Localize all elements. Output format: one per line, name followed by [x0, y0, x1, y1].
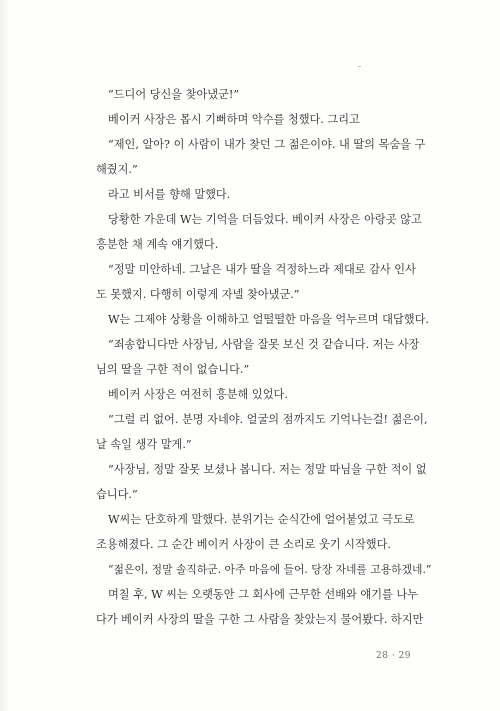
text-line: 라고 비서를 향해 말했다. — [108, 188, 231, 201]
text-line: 베이커 사장은 여전히 흥분해 있었다. — [108, 388, 288, 401]
text-line: W는 그제야 상황을 이해하고 얼떨떨한 마음을 억누르며 대답했다. — [108, 313, 429, 326]
text-line: 날 속일 생각 말게.” — [96, 438, 192, 451]
text-line: “사장님, 정말 잘못 보셨나 봅니다. 저는 정말 따님을 구한 적이 없 — [108, 463, 427, 476]
text-line: 당황한 가운데 W는 기억을 더듬었다. 베이커 사장은 아랑곳 않고 — [108, 213, 422, 226]
text-line: “젊은이, 정말 솔직하군. 아주 마음에 들어. 당장 자네를 고용하겠네.” — [108, 563, 432, 576]
text-line: W씨는 단호하게 말했다. 분위기는 순식간에 얼어붙었고 극도로 — [108, 513, 415, 526]
text-line: “그럴 리 없어. 분명 자네야. 얼굴의 점까지도 기억나는걸! 젊은이, — [108, 413, 428, 426]
text-line: 습니다.” — [96, 488, 138, 501]
text-line: “제인, 알아? 이 사람이 내가 찾던 그 젊은이야. 내 딸의 목숨을 구 — [108, 138, 426, 151]
text-line: 조용해졌다. 그 순간 베이커 사장이 큰 소리로 웃기 시작했다. — [96, 538, 391, 551]
text-line: 해줬지.” — [96, 163, 138, 176]
text-line: 베이커 사장은 몹시 기뻐하며 악수를 청했다. 그리고 — [108, 113, 360, 126]
text-line: “정말 미안하네. 그날은 내가 딸을 걱정하느라 제대로 감사 인사 — [108, 263, 416, 276]
binding-shadow — [0, 0, 10, 711]
text-line: 며칠 후, W 씨는 오랫동안 그 회사에 근무한 선배와 얘기를 나누 — [108, 588, 418, 601]
text-line: “드디어 당신을 찾아냈군!” — [108, 88, 240, 101]
text-line: 흥분한 채 계속 얘기했다. — [96, 238, 219, 251]
text-line: “죄송합니다만 사장님, 사람을 잘못 보신 것 같습니다. 저는 사장 — [108, 338, 420, 351]
page-speck — [358, 66, 361, 67]
text-line: 다가 베이커 사장의 딸을 구한 그 사람을 찾았는지 물어봤다. 하지만 — [96, 613, 424, 626]
text-line: 님의 딸을 구한 적이 없습니다.” — [96, 363, 250, 376]
text-line: 도 못했지. 다행히 이렇게 자넬 찾아냈군.” — [96, 288, 300, 301]
page-number: 28 · 29 — [376, 651, 411, 661]
